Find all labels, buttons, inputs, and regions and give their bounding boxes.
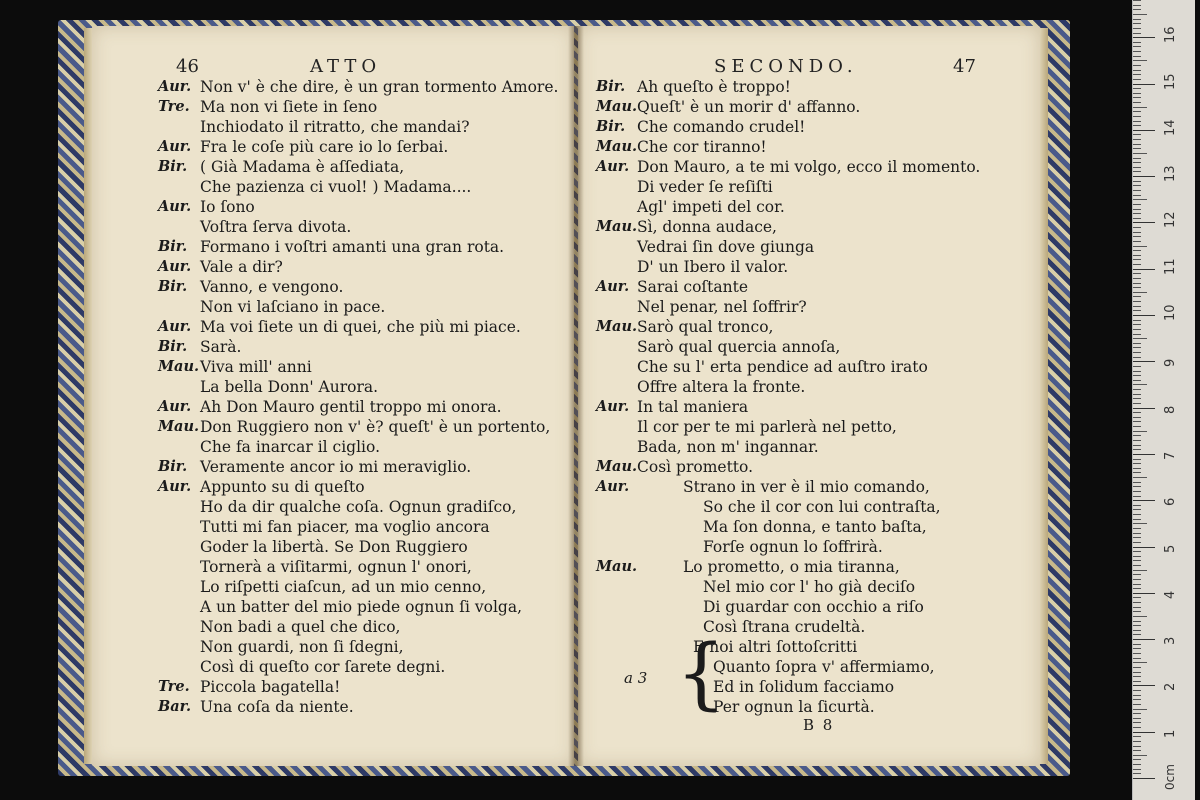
ruler-tick	[1133, 176, 1155, 177]
text-line: Nel penar, nel ſoffrir?	[637, 298, 807, 316]
text-line: Non badi a quel che dico,	[200, 618, 401, 636]
ruler-tick	[1133, 334, 1141, 335]
text-line: Tornerà a viſitarmi, ognun l' onori,	[200, 558, 472, 576]
ruler-tick	[1133, 736, 1141, 737]
speaker-label: Mau.	[596, 218, 638, 235]
ruler-tick	[1133, 310, 1141, 311]
text-line: Sarò qual tronco,	[637, 318, 774, 336]
ruler-label: 11	[1163, 258, 1178, 275]
ruler-tick	[1133, 574, 1141, 575]
text-line: So che il cor con lui contraſta,	[703, 498, 941, 516]
ruler-tick	[1133, 523, 1147, 524]
ruler-tick	[1133, 264, 1141, 265]
ruler-tick	[1133, 639, 1155, 640]
text-line: Sì, donna audace,	[637, 218, 777, 236]
ruler-tick	[1133, 616, 1147, 617]
ruler-tick	[1133, 329, 1141, 330]
text-line: Ma ſon donna, e tanto baſta,	[703, 518, 927, 536]
ruler-tick	[1133, 454, 1155, 455]
ruler-tick	[1133, 718, 1141, 719]
ruler-tick	[1133, 759, 1141, 760]
ruler-tick	[1133, 509, 1141, 510]
ruler-tick	[1133, 685, 1155, 686]
speaker-label: Aur.	[158, 78, 192, 95]
ruler-label: 16	[1163, 26, 1178, 44]
text-line: Agl' impeti del cor.	[637, 198, 785, 216]
ruler-tick	[1133, 97, 1141, 98]
text-line: A un batter del mio piede ognun ſi volga,	[200, 598, 522, 616]
text-line: Fra le coſe più care io lo ſerbai.	[200, 138, 449, 156]
text-line: Il cor per te mi parlerà nel petto,	[637, 418, 897, 436]
text-line: Per ognun la ſicurtà.	[713, 698, 875, 716]
ensemble-label: a 3	[624, 669, 648, 687]
speaker-label: Aur.	[596, 278, 630, 295]
ruler-tick	[1133, 139, 1141, 140]
text-line: Veramente ancor io mi meraviglio.	[200, 458, 472, 476]
ruler-label: 10	[1163, 304, 1178, 321]
ruler-tick	[1133, 440, 1141, 441]
text-line: Che pazienza ci vuol! ) Madama....	[200, 178, 472, 196]
ruler-tick	[1133, 46, 1141, 47]
ruler-label: 8	[1163, 405, 1178, 414]
ruler-tick	[1133, 153, 1147, 154]
ruler-tick	[1133, 218, 1141, 219]
text-line: Così prometto.	[637, 458, 754, 476]
ruler-tick	[1133, 662, 1147, 663]
text-line: Tutti mi fan piacer, ma voglio ancora	[200, 518, 490, 536]
ruler-tick	[1133, 366, 1141, 367]
speaker-label: Mau.	[596, 558, 638, 575]
ruler-tick	[1133, 722, 1141, 723]
ruler-tick	[1133, 204, 1141, 205]
ruler-tick	[1133, 533, 1141, 534]
ruler-tick	[1133, 70, 1141, 71]
speaker-label: Bir.	[158, 458, 188, 475]
speaker-label: Aur.	[158, 198, 192, 215]
ruler-tick	[1133, 658, 1141, 659]
text-line: Lo riſpetti ciaſcun, ad un mio cenno,	[200, 578, 487, 596]
ruler-label: 6	[1163, 497, 1178, 507]
ruler-tick	[1133, 630, 1141, 631]
ruler-tick	[1133, 588, 1141, 589]
ruler-tick	[1133, 19, 1141, 20]
text-line: Vedrai ſin dove giunga	[637, 238, 815, 256]
ruler-tick	[1133, 371, 1141, 372]
ruler-tick	[1133, 352, 1141, 353]
ruler-tick	[1133, 301, 1141, 302]
ruler-label: 4	[1163, 590, 1178, 599]
speaker-label: Mau.	[596, 318, 638, 335]
ruler-tick	[1133, 482, 1141, 483]
ruler-tick	[1133, 158, 1141, 159]
speaker-label: Mau.	[158, 418, 200, 435]
speaker-label: Aur.	[596, 398, 630, 415]
ruler-tick	[1133, 357, 1141, 358]
text-line: Di veder ſe reſiſti	[637, 178, 773, 196]
ruler-tick	[1133, 343, 1141, 344]
ruler-label: 3	[1163, 636, 1178, 646]
ruler-tick	[1133, 51, 1141, 52]
ruler-tick	[1133, 121, 1141, 122]
ruler-tick	[1133, 755, 1147, 756]
text-line: E noi altri ſottoſcritti	[693, 638, 858, 656]
ruler-tick	[1133, 426, 1141, 427]
ruler-tick	[1133, 125, 1141, 126]
text-line: Non guardi, non ſi ſdegni,	[200, 638, 404, 656]
ruler-tick	[1133, 361, 1155, 362]
text-line: Queſt' è un morir d' affanno.	[637, 98, 861, 116]
ruler-tick	[1133, 246, 1147, 247]
ruler-tick	[1133, 732, 1155, 733]
ruler-tick	[1133, 42, 1141, 43]
ruler-tick	[1133, 60, 1147, 61]
ruler-tick	[1133, 547, 1155, 548]
text-line: Che su l' erta pendice ad auſtro irato	[637, 358, 928, 376]
text-line: Così ſtrana crudeltà.	[703, 618, 866, 636]
speaker-label: Bir.	[158, 158, 188, 175]
ruler-tick	[1133, 14, 1147, 15]
speaker-label: Aur.	[158, 398, 192, 415]
ruler-tick	[1133, 283, 1141, 284]
speaker-label: Bir.	[158, 238, 188, 255]
ruler-tick	[1133, 190, 1141, 191]
text-line: Che fa inarcar il ciglio.	[200, 438, 380, 456]
ruler-tick	[1133, 250, 1141, 251]
ruler-tick	[1133, 171, 1141, 172]
ruler-tick	[1133, 746, 1141, 747]
speaker-label: Bir.	[596, 78, 626, 95]
text-line: Ma non vi ſiete in ſeno	[200, 98, 378, 116]
ruler-tick	[1133, 778, 1155, 779]
ruler-tick	[1133, 704, 1141, 705]
text-line: Sarai coſtante	[637, 278, 748, 296]
ruler-tick	[1133, 162, 1141, 163]
text-line: Bada, non m' ingannar.	[637, 438, 819, 456]
ruler-tick	[1133, 435, 1141, 436]
text-line: Sarò qual quercia annoſa,	[637, 338, 841, 356]
ruler-tick	[1133, 551, 1141, 552]
ruler-label: 13	[1163, 165, 1178, 183]
text-line: Che cor tiranno!	[637, 138, 767, 156]
right-running-header: SECONDO.	[714, 56, 858, 77]
text-line: Di guardar con occhio a riſo	[703, 598, 924, 616]
ruler-tick	[1133, 648, 1141, 649]
text-line: Ho da dir qualche coſa. Ognun gradiſco,	[200, 498, 517, 516]
left-page-number: 46	[176, 56, 199, 77]
ruler-tick	[1133, 107, 1147, 108]
speaker-label: Bar.	[158, 698, 192, 715]
ruler-label: 14	[1163, 119, 1178, 136]
ruler-tick	[1133, 644, 1141, 645]
text-line: D' un Ibero il valor.	[637, 258, 789, 276]
ruler-tick	[1133, 384, 1147, 385]
ruler-tick	[1133, 565, 1141, 566]
ruler-tick	[1133, 709, 1147, 710]
ruler-tick	[1133, 468, 1141, 469]
ruler-tick	[1133, 417, 1141, 418]
ensemble-brace: {	[676, 629, 726, 719]
ruler-tick	[1133, 167, 1141, 168]
ruler-tick	[1133, 380, 1141, 381]
text-line: Inchiodato il ritratto, che mandai?	[200, 118, 470, 136]
ruler-tick	[1133, 584, 1141, 585]
measuring-ruler	[1132, 0, 1195, 800]
ruler-tick	[1133, 403, 1141, 404]
ruler-tick	[1133, 611, 1141, 612]
ruler-tick	[1133, 116, 1141, 117]
ruler-label: 2	[1163, 683, 1178, 692]
speaker-label: Bir.	[158, 278, 188, 295]
ruler-tick	[1133, 769, 1141, 770]
ruler-tick	[1133, 144, 1141, 145]
ruler-tick	[1133, 727, 1141, 728]
text-line: Così di queſto cor ſarete degni.	[200, 658, 446, 676]
speaker-label: Tre.	[158, 98, 190, 115]
speaker-label: Aur.	[158, 478, 192, 495]
ruler-tick	[1133, 472, 1141, 473]
ruler-tick	[1133, 130, 1155, 131]
ruler-tick	[1133, 56, 1141, 57]
ruler-tick	[1133, 9, 1141, 10]
ruler-tick	[1133, 713, 1141, 714]
right-page-number: 47	[953, 56, 976, 77]
ruler-tick	[1133, 621, 1141, 622]
speaker-label: Mau.	[158, 358, 200, 375]
speaker-label: Tre.	[158, 678, 190, 695]
ruler-tick	[1133, 181, 1141, 182]
ruler-tick	[1133, 347, 1141, 348]
ruler-tick	[1133, 306, 1141, 307]
speaker-label: Aur.	[158, 258, 192, 275]
speaker-label: Aur.	[158, 318, 192, 335]
ruler-tick	[1133, 209, 1141, 210]
ruler-tick	[1133, 699, 1141, 700]
ruler-tick	[1133, 148, 1141, 149]
ruler-tick	[1133, 255, 1141, 256]
ruler-tick	[1133, 0, 1141, 1]
ruler-tick	[1133, 93, 1141, 94]
ruler-tick	[1133, 269, 1155, 270]
ruler-tick	[1133, 625, 1141, 626]
ruler-tick	[1133, 185, 1141, 186]
ruler-tick	[1133, 37, 1155, 38]
ruler-tick	[1133, 33, 1141, 34]
text-line: Vale a dir?	[200, 258, 283, 276]
ruler-tick	[1133, 227, 1141, 228]
ruler-tick	[1133, 634, 1141, 635]
ruler-tick	[1133, 537, 1141, 538]
ruler-tick	[1133, 741, 1141, 742]
ruler-label: 5	[1163, 544, 1178, 553]
ruler-tick	[1133, 667, 1141, 668]
text-line: Sarà.	[200, 338, 242, 356]
ruler-tick	[1133, 570, 1147, 571]
ruler-tick	[1133, 259, 1141, 260]
ruler-tick	[1133, 602, 1141, 603]
text-line: Ma voi ſiete un di quei, che più mi piace.	[200, 318, 521, 336]
ruler-tick	[1133, 111, 1141, 112]
ruler-tick	[1133, 394, 1141, 395]
text-line: Viva mill' anni	[200, 358, 312, 376]
ruler-tick	[1133, 84, 1155, 85]
speaker-label: Mau.	[596, 98, 638, 115]
ruler-tick	[1133, 597, 1141, 598]
text-line: Ah Don Mauro gentil troppo mi onora.	[200, 398, 502, 416]
ruler-tick	[1133, 241, 1141, 242]
ruler-tick	[1133, 375, 1141, 376]
text-line: Nel mio cor l' ho già deciſo	[703, 578, 916, 596]
speaker-label: Mau.	[596, 458, 638, 475]
text-line: ( Già Madama è aſſediata,	[200, 158, 405, 176]
ruler-tick	[1133, 672, 1141, 673]
ruler-tick	[1133, 232, 1141, 233]
text-line: La bella Donn' Aurora.	[200, 378, 379, 396]
speaker-label: Mau.	[596, 138, 638, 155]
ruler-tick	[1133, 431, 1147, 432]
ruler-label: 12	[1163, 211, 1178, 229]
ruler-tick	[1133, 102, 1141, 103]
ruler-tick	[1133, 542, 1141, 543]
ruler-tick	[1133, 607, 1141, 608]
signature-mark: B 8	[803, 716, 835, 734]
speaker-label: Bir.	[596, 118, 626, 135]
ruler-tick	[1133, 486, 1141, 487]
text-line: Ah queſto è troppo!	[637, 78, 791, 96]
text-line: Voſtra ſerva divota.	[200, 218, 352, 236]
ruler-tick	[1133, 320, 1141, 321]
book-gutter	[568, 26, 584, 766]
ruler-tick	[1133, 74, 1141, 75]
ruler-tick	[1133, 676, 1141, 677]
ruler-tick	[1133, 338, 1147, 339]
ruler-tick	[1133, 28, 1141, 29]
ruler-tick	[1133, 695, 1141, 696]
text-line: Appunto su di queſto	[200, 478, 365, 496]
ruler-tick	[1133, 292, 1147, 293]
ruler-tick	[1133, 528, 1141, 529]
speaker-label: Aur.	[158, 138, 192, 155]
ruler-tick	[1133, 23, 1141, 24]
ruler-label: 9	[1163, 359, 1178, 368]
ruler-tick	[1133, 764, 1141, 765]
ruler-tick	[1133, 445, 1141, 446]
ruler-tick	[1133, 459, 1141, 460]
ruler-tick	[1133, 500, 1155, 501]
ruler-tick	[1133, 750, 1141, 751]
ruler-tick	[1133, 278, 1141, 279]
ruler-tick	[1133, 65, 1141, 66]
text-line: Vanno, e vengono.	[200, 278, 344, 296]
text-line: Una coſa da niente.	[200, 698, 354, 716]
ruler-tick	[1133, 773, 1141, 774]
ruler-tick	[1133, 519, 1141, 520]
ruler-tick	[1133, 496, 1141, 497]
speaker-label: Aur.	[596, 478, 630, 495]
text-line: Don Mauro, a te mi volgo, ecco il momento.	[637, 158, 981, 176]
text-line: Goder la libertà. Se Don Ruggiero	[200, 538, 468, 556]
ruler-tick	[1133, 408, 1155, 409]
ruler-label: 1	[1163, 729, 1178, 738]
ruler-unit: 0cm	[1163, 764, 1177, 790]
text-line: Lo prometto, o mia tiranna,	[683, 558, 900, 576]
ruler-tick	[1133, 653, 1141, 654]
ruler-tick	[1133, 398, 1141, 399]
ruler-tick	[1133, 477, 1147, 478]
text-line: Ed in ſolidum facciamo	[713, 678, 895, 696]
text-line: Io ſono	[200, 198, 255, 216]
text-line: Strano in ver è il mio comando,	[683, 478, 930, 496]
ruler-tick	[1133, 287, 1141, 288]
ruler-label: 7	[1163, 451, 1178, 460]
ruler-tick	[1133, 134, 1141, 135]
ruler-tick	[1133, 5, 1141, 6]
ruler-tick	[1133, 324, 1141, 325]
ruler-tick	[1133, 593, 1155, 594]
ruler-tick	[1133, 79, 1141, 80]
ruler-tick	[1133, 560, 1141, 561]
left-running-header: ATTO	[310, 56, 382, 77]
text-line: Quanto ſopra v' affermiamo,	[713, 658, 935, 676]
text-line: Don Ruggiero non v' è? queſt' è un portento,	[200, 418, 551, 436]
ruler-tick	[1133, 199, 1147, 200]
text-line: Forſe ognun lo ſoffrirà.	[703, 538, 883, 556]
ruler-tick	[1133, 315, 1155, 316]
ruler-tick	[1133, 222, 1155, 223]
speaker-label: Bir.	[158, 338, 188, 355]
ruler-tick	[1133, 273, 1141, 274]
ruler-tick	[1133, 236, 1141, 237]
ruler-tick	[1133, 449, 1141, 450]
text-line: Offre altera la fronte.	[637, 378, 806, 396]
text-line: Non v' è che dire, è un gran tormento Amore.	[200, 78, 559, 96]
ruler-tick	[1133, 505, 1141, 506]
ruler-tick	[1133, 579, 1141, 580]
speaker-label: Aur.	[596, 158, 630, 175]
ruler-tick	[1133, 514, 1141, 515]
ruler-tick	[1133, 491, 1141, 492]
text-line: Formano i voſtri amanti una gran rota.	[200, 238, 505, 256]
text-line: In tal maniera	[637, 398, 749, 416]
ruler-tick	[1133, 412, 1141, 413]
ruler-tick	[1133, 195, 1141, 196]
ruler-tick	[1133, 681, 1141, 682]
ruler-tick	[1133, 389, 1141, 390]
ruler-tick	[1133, 463, 1141, 464]
ruler-tick	[1133, 213, 1141, 214]
ruler-tick	[1133, 296, 1141, 297]
ruler-tick	[1133, 556, 1141, 557]
ruler-tick	[1133, 88, 1141, 89]
text-line: Piccola bagatella!	[200, 678, 341, 696]
text-line: Non vi laſciano in pace.	[200, 298, 386, 316]
text-line: Che comando crudel!	[637, 118, 806, 136]
ruler-label: 15	[1163, 72, 1178, 90]
ruler-tick	[1133, 421, 1141, 422]
ruler-tick	[1133, 690, 1141, 691]
